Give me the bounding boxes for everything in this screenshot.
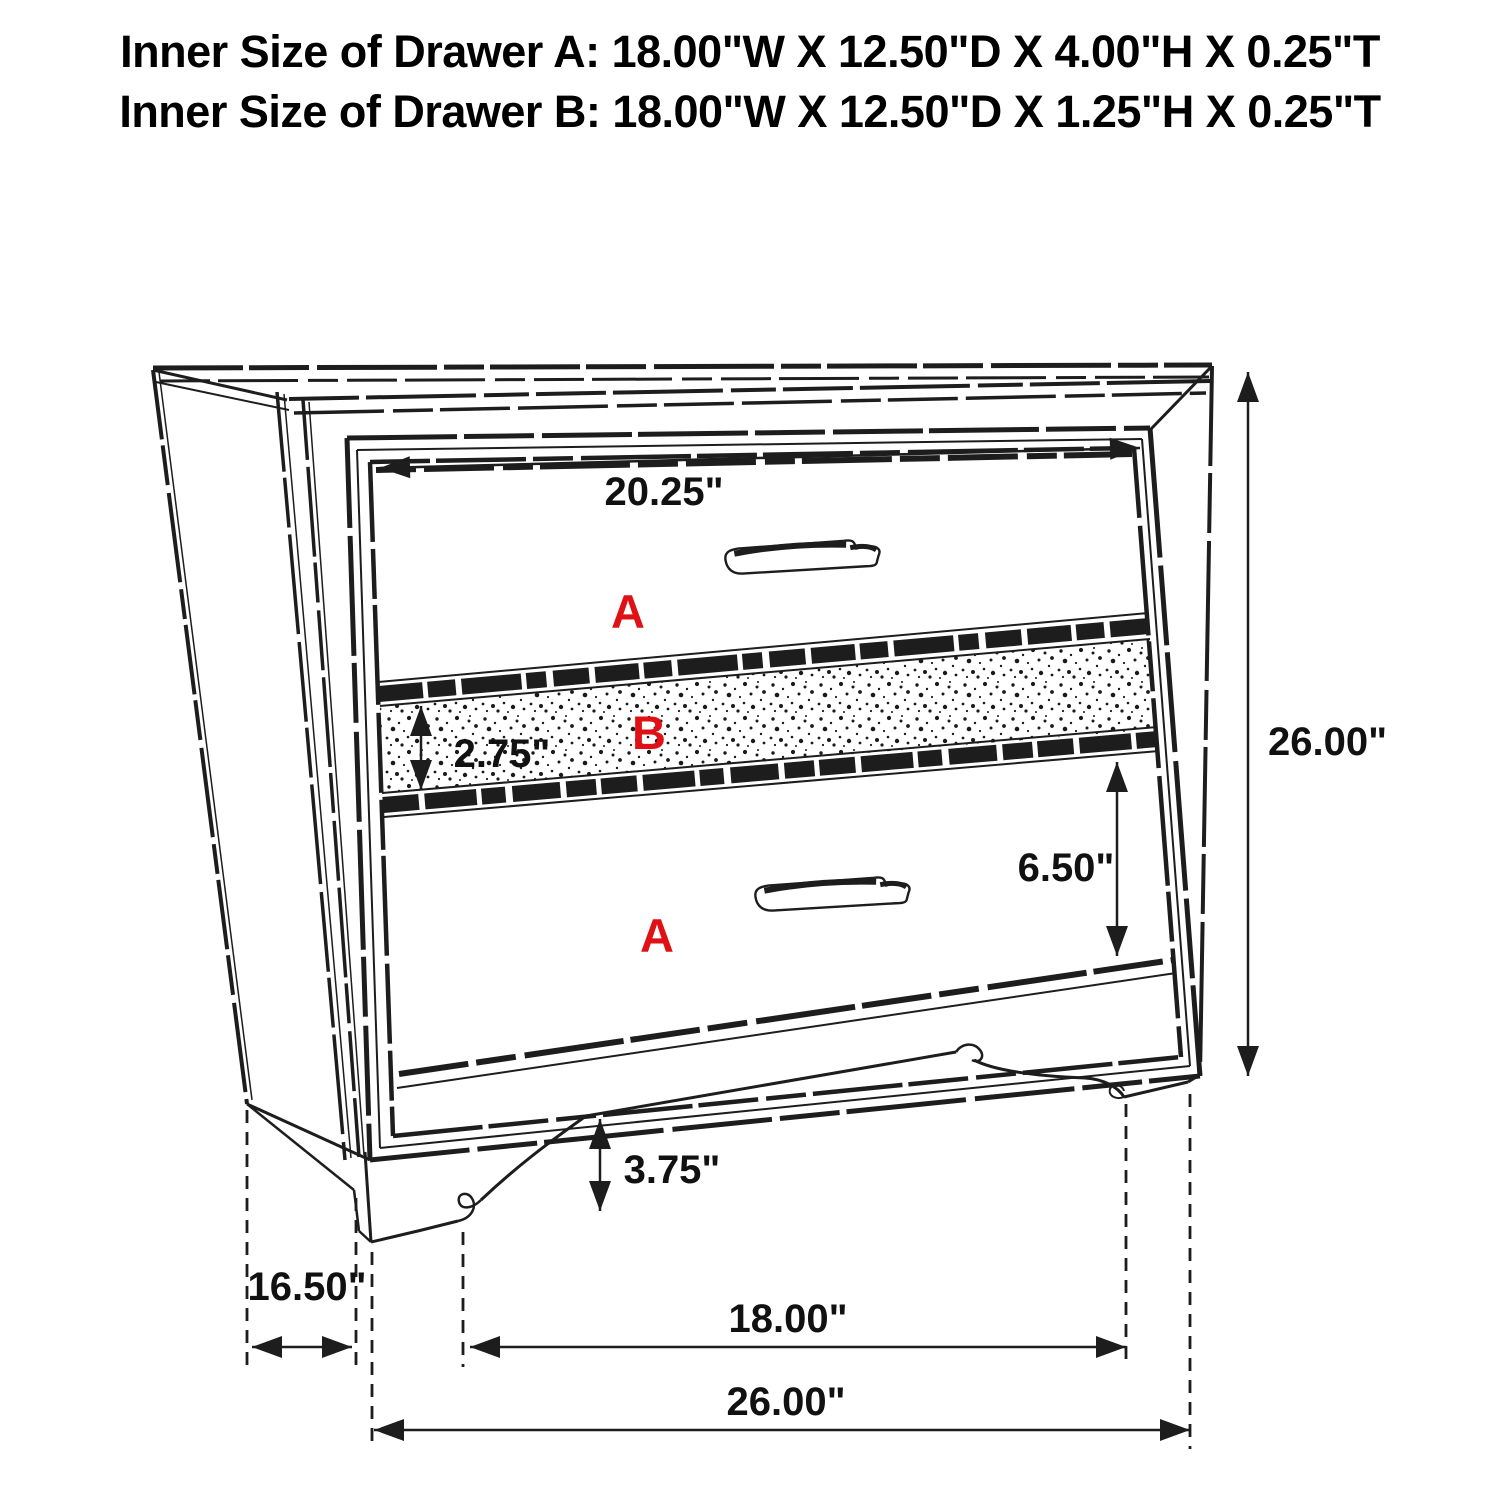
lower-drawer-height-value: 6.50"	[1017, 846, 1115, 890]
strip-height-value: 2.75"	[453, 732, 551, 776]
side-depth-value: 16.50"	[247, 1265, 367, 1309]
drawer-a-top-label: A	[611, 585, 645, 638]
side-panel	[153, 370, 370, 1190]
drawer-width-value: 20.25"	[604, 470, 724, 514]
strip-b-label: B	[632, 706, 666, 759]
overall-height-value: 26.00"	[1268, 720, 1388, 764]
drawer-a-bottom-handle-icon	[755, 877, 910, 911]
drawer-a-bottom-label: A	[640, 909, 674, 962]
feet-span-value: 18.00"	[728, 1297, 848, 1341]
drawer-a-inner-size-text: Inner Size of Drawer A: 18.00"W X 12.50"D X 4.00"H X 0.25"T	[120, 26, 1380, 77]
overall-width-value: 26.00"	[726, 1380, 846, 1424]
foot-height-value: 3.75"	[623, 1148, 721, 1192]
bracket-feet	[354, 1045, 1198, 1242]
dimensions	[252, 372, 1248, 1430]
drawer-b-inner-size-text: Inner Size of Drawer B: 18.00"W X 12.50"D X 1.25"H X 0.25"T	[119, 86, 1381, 138]
drawer-a-top-handle-icon	[725, 540, 880, 574]
